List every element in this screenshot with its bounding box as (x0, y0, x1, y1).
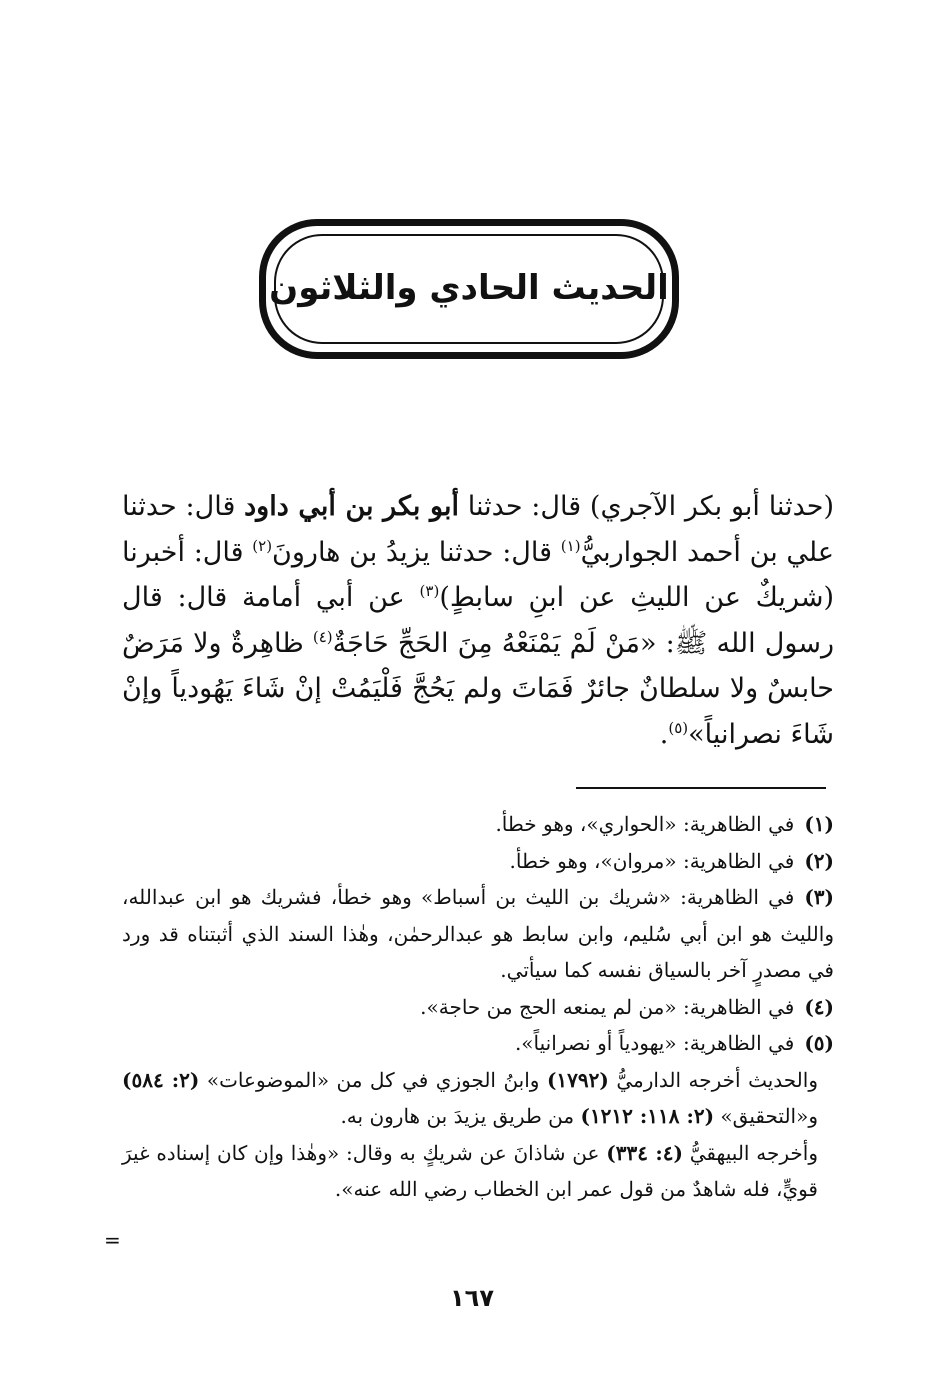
takhrij-number: (٢: ٥٨٤) (122, 1067, 200, 1092)
footnote-ref-4[interactable]: (٤) (312, 627, 333, 646)
footnote-ref-3[interactable]: (٣) (419, 582, 440, 600)
hadith-text-part-3: قال: حدثنا يزيدُ بن هارونَ (272, 536, 561, 568)
title-frame (259, 219, 679, 359)
footnote-number: (٢) (804, 848, 834, 873)
takhrij-text: عن شاذانَ عن شريكٍ به وقال: «وهٰذا وإن كان إسناده غيرَ قويٍّ، فله شاهدٌ من قول عمر ابن الخطاب رضي الله عنه». (122, 1140, 818, 1201)
takhrij-text: و«التحقيق» (714, 1104, 818, 1128)
footnote-ref-2[interactable]: (٢) (252, 536, 273, 555)
footnote-text: في الظاهرية: «الحواري»، وهو خطأ. (495, 812, 795, 836)
footnote-1 (122, 806, 834, 843)
takhrij-text: وابنُ الجوزي في كل من «الموضوعات» (199, 1067, 547, 1092)
footnote-number: (٥) (804, 1031, 834, 1055)
footnote-text: في الظاهرية: «مروان»، وهو خطأ. (509, 848, 795, 873)
hadith-text (122, 484, 834, 757)
footnote-text: في الظاهرية: «شريك بن الليث بن أسباط» وهو خطأ، فشريك هو ابن عبدالله، والليث هو ابن أبي سُليم، وابن سابط هو عبدالرحمٰن، وهٰذا السند الذي أثبتناه قد ورد في مصدرٍ آخر بالسياق نفسه كما سيأتي. (122, 885, 834, 982)
hadith-text-part-2: قال: حدثنا علي بن أحمد الجواربيُّ (122, 491, 834, 568)
takhrij-number: (٢: ١١٨: ١٢١٢) (580, 1104, 715, 1128)
footnote-3 (122, 879, 834, 989)
footnote-separator (576, 787, 826, 789)
narrator-name: أبو بكر بن أبي داود (244, 491, 459, 522)
takhrij-number: (٤: ٣٣٤) (606, 1140, 683, 1165)
footnote-text: في الظاهرية: «من لم يمنعه الحج من حاجة». (420, 994, 795, 1019)
hadith-text-part-6: ظاهِرةٌ ولا مَرَضٌ حابسٌ ولا سلطانٌ جائرٌ فَمَاتَ ولم يَحُجَّ فَلْيَمُتْ إنْ شَاءَ يَهُودياً وإنْ شَاءَ نصرانياً» (122, 627, 834, 750)
footnote-2 (122, 843, 834, 880)
footnote-number: (٣) (804, 885, 834, 909)
page-number: ١٦٧ (450, 1284, 494, 1312)
takhrij-text: وأخرجه البيهقيُّ (682, 1140, 818, 1165)
footnote-number: (١) (804, 812, 834, 836)
footnotes-section (122, 806, 834, 1208)
footnote-5 (122, 1025, 834, 1062)
takhrij-number: (١٧٩٢) (546, 1067, 609, 1092)
hadith-text-part-5: عن أبي أمامة قال: قال رسول الله ﷺ: «مَنْ لَمْ يَمْنَعْهُ مِنَ الحَجِّ حَاجَةٌ (122, 582, 835, 659)
chapter-title: الحديث الحادي والثلاثون (269, 268, 669, 308)
footnote-ref-1[interactable]: (١) (560, 536, 581, 555)
footnote-ref-5[interactable]: (٥) (668, 718, 689, 737)
footnote-4 (122, 989, 834, 1026)
hadith-text-end: . (659, 718, 669, 750)
takhrij-text: من طريق يزيدَ بن هارون به. (340, 1104, 581, 1128)
hadith-text-part-4: قال: أخبرنا (شريكٌ عن الليثِ عن ابنِ سابطٍ) (122, 536, 834, 613)
continuation-mark: = (104, 1228, 121, 1252)
footnote-text: في الظاهرية: «يهودياً أو نصرانياً». (514, 1031, 795, 1055)
takhrij-text: والحديث أخرجه الدارميُّ (608, 1067, 818, 1092)
takhrij-paragraph-1 (122, 1062, 818, 1135)
footnote-number: (٤) (804, 994, 834, 1019)
hadith-text-part-1: (حدثنا أبو بكر الآجري) قال: حدثنا (459, 491, 834, 522)
takhrij-paragraph-2 (122, 1135, 818, 1208)
